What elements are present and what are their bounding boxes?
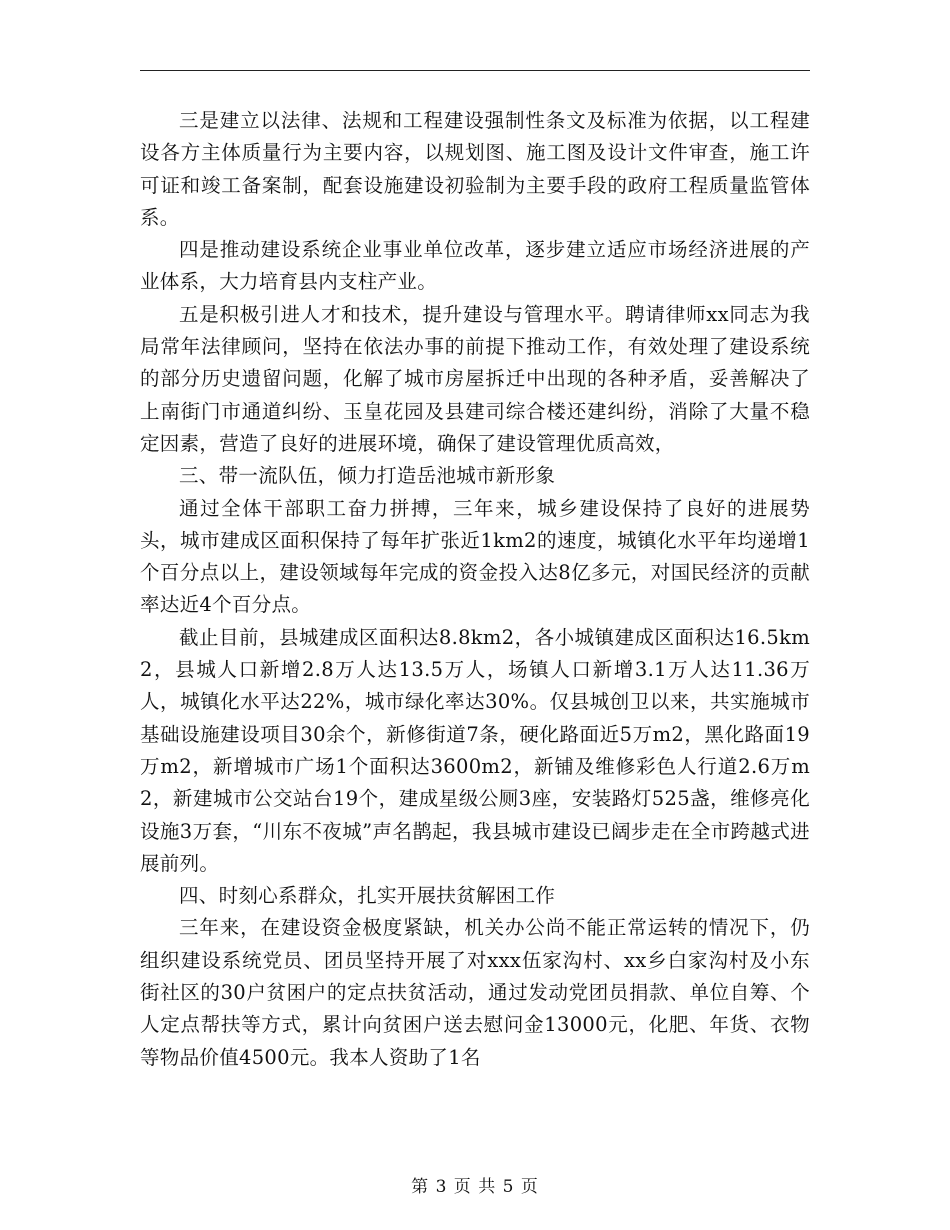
paragraph-enterprise-reform: 四是推动建设系统企业事业单位改革，逐步建立适应市场经济进展的产业体系，大力培育县内支柱产业。 xyxy=(140,238,810,294)
paragraph-quality-supervision: 三是建立以法律、法规和工程建设强制性条文及标准为依据，以工程建设各方主体质量行为主要内容，以规划图、施工图及设计文件审查，施工许可证和竣工备案制，配套设施建设初验制为主要手段的政府工程质量监管体系。 xyxy=(140,109,810,229)
page-footer: 第 3 页 共 5 页 xyxy=(411,1177,539,1197)
paragraph-urban-development: 通过全体干部职工奋力拼搏，三年来，城乡建设保持了良好的进展势头，城市建成区面积保持了每年扩张近1km2的速度，城镇化水平年均递增1个百分点以上，建设领域每年完成的资金投入达8亿多元，对国民经济的贡献率达近4个百分点。 xyxy=(140,496,810,617)
body-text xyxy=(140,105,810,1074)
section-heading-poverty: 四、时刻心系群众，扎实开展扶贫解困工作 xyxy=(179,884,556,908)
paragraph-talent-technology: 五是积极引进人才和技术，提升建设与管理水平。聘请律师xx同志为我局常年法律顾问，坚持在依法办事的前提下推动工作，有效处理了建设系统的部分历史遗留问题，化解了城市房屋拆迁中出现的各种矛盾，妥善解决了上南街门市通道纠纷、玉皇花园及县建司综合楼还建纠纷，消除了大量不稳定因素，营造了良好的进展环境，确保了建设管理优质高效， xyxy=(140,302,810,455)
paragraph-poverty-relief: 三年来，在建设资金极度紧缺，机关办公尚不能正常运转的情况下，仍组织建设系统党员、团员坚持开展了对xxx伍家沟村、xx乡白家沟村及小东街社区的30户贫困户的定点扶贫活动，通过发动党团员捐款、单位自筹、个人定点帮扶等方式，累计向贫困户送去慰问金13000元，化肥、年货、衣物等物品价值4500元。我本人资助了1名 xyxy=(140,916,810,1069)
section-heading-team: 三、带一流队伍，倾力打造岳池城市新形象 xyxy=(179,464,556,488)
header-rule xyxy=(140,70,810,71)
paragraph-statistics: 截止目前，县城建成区面积达8.8km2，各小城镇建成区面积达16.5km2，县城人口新增2.8万人达13.5万人，场镇人口新增3.1万人达11.36万人，城镇化水平达22%，城市绿化率达30%。仅县城创卫以来，共实施城市基础设施建设项目30余个，新修街道7条，硬化路面近5万m2，黑化路面19万m2，新增城市广场1个面积达3600m2，新铺及维修彩色人行道2.6万m2，新建城市公交站台19个，建成星级公厕3座，安装路灯525盏，维修亮化设施3万套，“川东不夜城”声名鹊起，我县城市建设已阔步走在全市跨越式进展前列。 xyxy=(140,625,810,875)
